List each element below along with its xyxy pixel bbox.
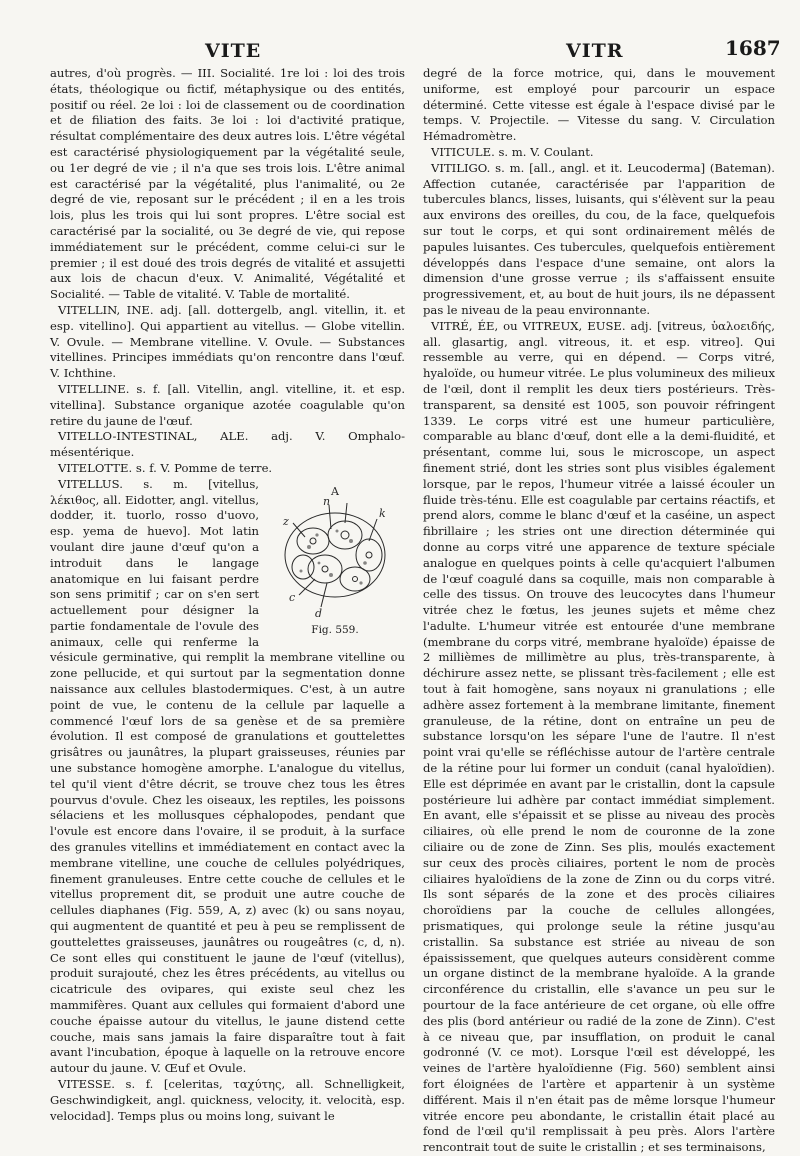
entry-viticule: VITICULE. s. m. V. Coulant. [431,144,594,159]
entry-vitesse-continued: degré de la force motrice, qui, dans le mouvement uniforme, est employé pour parcourir un espace déterminé. Cette vitesse est égale à l'espace divisé par le temps. V. Projectile. — Vitesse du sang. V. Circulation Hémadromètre. [423,66,775,144]
figure-label-z: z [283,514,289,528]
entry-vitalite-continued: autres, d'où progrès. — III. Socialité. 1re loi : loi des trois états, théologique ou fictif, métaphysique ou des entités, positif ou réel. 2e loi : loi de classement ou de coordination et de filiation des faits. 3e loi : loi d'activité pratique, résultat complémentaire des deux autres lois. L'être végétal est caractérisé physiologiquement par la végétalité seule, ou 1er degré de vie ; il n'a que ses trois lois. L'être animal est caractérisé par la végétalité, plus l'animalité, ou 2e degré de vie, reposant sur le précédent ; il en a les trois lois, plus les trois qui lui sont propres. L'être social est caractérisé par la socialité, ou 3e degré de vie, qui repose immédiatement sur le précédent, comme celui-ci sur le premier ; il est doué des trois degrés de vitalité et assujetti aux lois de chacun d'eux. V. Animalité, Végétalité et Socialité. — Table de vitalité. V. Table de mortalité. [50,66,405,302]
figure-label-a: A [331,484,339,498]
entry-vitellin: VITELLIN, INE. adj. [all. dottergelb, angl. vitellin, it. et esp. vitellino]. Qui appartient au vitellus. — Globe vitellin. V. Ovule. — Membrane vitelline. V. Ovule. — Substances vitellines. Principes immédiats qu'on rencontre dans l'œuf. V. Ichthine. [50,302,405,381]
entry-vitello-intestinal: VITELLO-INTESTINAL, ALE. adj. V. Omphalo-mésentérique. [50,429,405,460]
figure-caption: Fig. 559. [311,623,359,636]
page-number: 1687 [725,36,781,60]
right-column [423,66,775,1156]
entry-vitre: VITRÉ, ÉE, ou VITREUX, EUSE. adj. [vitreus, ὑαλοειδής, all. glasartig, angl. vitreous, it. et esp. vitreo]. Qui ressemble au verre, qui en dépend. — Corps vitré, hyaloïde, ou humeur vitrée. Le plus volumineux des milieux de l'œil, dont il remplit les deux tiers postérieurs. Très-transparent, sa densité est 1005, son pouvoir réfringent 1339. Le corps vitré est une humeur particulière, comparable au blanc d'œuf, dont elle a la demi-fluidité, et présentant, comme lui, sous le microscope, un aspect finement strié, dont les stries sont plus visibles également lorsque, par le repos, l'humeur vitrée a laissé écouler un fluide très-ténu. Elle est coagulable par certains réactifs, et prend alors, comme le blanc d'œuf et la caséine, un aspect fibrillaire ; les stries ont une direction déterminée qui donne au corps vitré une apparence de texture spéciale analogue en quelques points à celle qu'acquiert l'albumen de l'œuf coagulé dans sa coquille, mais non comparable à celle des tissus. On trouve des leucocytes dans l'humeur vitrée chez le fœtus, les jeunes sujets et même chez l'adulte. L'humeur vitrée est entourée d'une membrane (membrane du corps vitré, membrane hyaloïde) épaisse de 2 millièmes de millimètre au plus, très-transparente, à déchirure assez nette, se plissant très-facilement ; elle est tout à fait homogène, sans noyaux ni granulations ; elle adhère assez fortement à la membrane limitante, finement granuleuse, de la rétine, dont on entraîne un peu de substance lorsqu'on les sépare l'une de l'autre. Il n'est point vrai qu'elle se réfléchisse autour de l'artère centrale de la rétine pour lui former un conduit (canal hyaloïdien). Elle est déprimée en avant par le cristallin, dont la capsule postérieure lui adhère par contact immédiat simplement. En avant, elle s'épaissit et se plisse au niveau des procès ciliaires, où elle prend le nom de couronne de la zone ciliaire ou de zone de Zinn. Ses plis, moulés exactement sur ceux des procès ciliaires, portent le nom de procès ciliaires hyaloïdiens de la zone de Zinn ou du corps vitré. Ils sont séparés de la zone et des procès ciliaires choroïdiens par la couche de cellules allongées, prismatiques, qui prolonge seule la rétine jusqu'au cristallin. Sa substance est striée au niveau de son épaississement, que quelques auteurs considèrent comme un organe distinct de la membrane hyaloïde. A la grande circonférence du cristallin, elle s'avance un peu sur le pourtour de la face antérieure de cet organe, où elle offre des plis (bord antérieur ou radié de la zone de Zinn). C'est à ce niveau que, par insufflation, on produit le canal godronné (V. ce mot). Lorsque l'œil est développé, les veines de l'artère hyaloïdienne (Fig. 560) semblent ainsi fort éloignées de l'artère et appartenir à un système différent. Mais il n'en était pas de même lorsque l'humeur vitrée encore peu abondante, le cristallin était placé au fond de l'œil qu'il remplissait à peu près. Alors l'artère rencontrait tout de suite le cristallin ; et ses terminaisons, [423,318,775,1155]
running-head-left: VITE [205,40,262,62]
entry-vitelotte: VITELOTTE. s. f. V. Pomme de terre. [58,460,273,475]
figure-label-n: n [323,494,331,508]
figure-label-d: d [315,606,323,620]
entry-vitiligo: VITILIGO. s. m. [all., angl. et it. Leucoderma] (Bateman). Affection cutanée, caractérisée par l'apparition de tubercules blancs, lisses, luisants, qui s'élèvent sur la peau aux environs des oreilles, du cou, de la face, quelquefois sur tout le corps, et qui sont ordinairement mêlés de papules luisantes. Ces tubercules, quelquefois entièrement développés dans l'espace d'une semaine, ont alors la dimension d'une grosse verrue ; ils s'affaissent ensuite progressivement, et, au bout de huit jours, ils ne dépassent pas le niveau de la peau environnante. [423,160,775,317]
egg-cells-illustration [265,483,405,623]
left-column [50,66,405,1124]
figure-label-k: k [379,506,386,520]
running-head-right: VITR [566,40,624,62]
figure-label-c: c [289,590,296,604]
figure-559 [265,483,405,639]
entry-vitellus: VITELLUS. s. m. [vitellus, λέκιθος, all. Eidotter, angl. vitellus, dodder, it. tuorlo, rosso d'uovo, esp. yema de huevo]. Mot latin voulant dire jaune d'œuf qu'on a introduit dans le langage anatomique en lui faisant perdre son sens primitif ; car on s'en sert actuellement pour désigner la partie fondamentale de l'ovule des animaux, celle qui renferme la vésicule germinative, qui remplit la membrane vitelline ou zone pellucide, et qui surtout par la segmentation donne naissance aux cellules blastodermiques. C'est, à un autre point de vue, le contenu de la cellule par laquelle a commencé l'œuf lors de sa genèse et de sa première évolution. Il est composé de granulations et gouttelettes grisâtres ou jaunâtres, la plupart graisseuses, réunies par une substance homogène amorphe. L'analogue du vitellus, tel qu'il vient d'être décrit, se trouve chez tous les êtres pourvus d'ovule. Chez les oiseaux, les reptiles, les poissons sélaciens et les mollusques céphalopodes, pendant que l'ovule est encore dans l'ovaire, il se produit, à la surface des granules vitellins et immédiatement en contact avec la membrane vitelline, une couche de cellules polyédriques, finement granuleuses. Entre cette couche de cellules et le vitellus proprement dit, se produit une autre couche de cellules diaphanes (Fig. 559, A, z) avec (k) ou sans noyau, qui augmentent de quantité et peu à peu se remplissent de gouttelettes graisseuses, jaunâtres ou rougeâtres (c, d, n). Ce sont elles qui constituent le jaune de l'œuf (vitellus), produit surajouté, chez les êtres précédents, au vitellus ou cicatricule des ovipares, qui existe seul chez les mammifères. Quant aux cellules qui formaient d'abord une couche épaisse autour du vitellus, le jaune distend cette couche, mais sans jamais la faire disparaître tout à fait avant l'incubation, époque à laquelle on la retrouve encore autour du jaune. V. Œuf et Ovule. [50,476,405,1076]
entry-vitelline: VITELLINE. s. f. [all. Vitellin, angl. vitelline, it. et esp. vitellina]. Substance organique azotée coagulable qu'on retire du jaune de l'œuf. [50,381,405,428]
entry-vitesse: VITESSE. s. f. [celeritas, ταχύτης, all. Schnelligkeit, Geschwindigkeit, angl. quickness, velocity, it. velocità, esp. velocidad]. Temps plus ou moins long, suivant le [50,1077,405,1123]
